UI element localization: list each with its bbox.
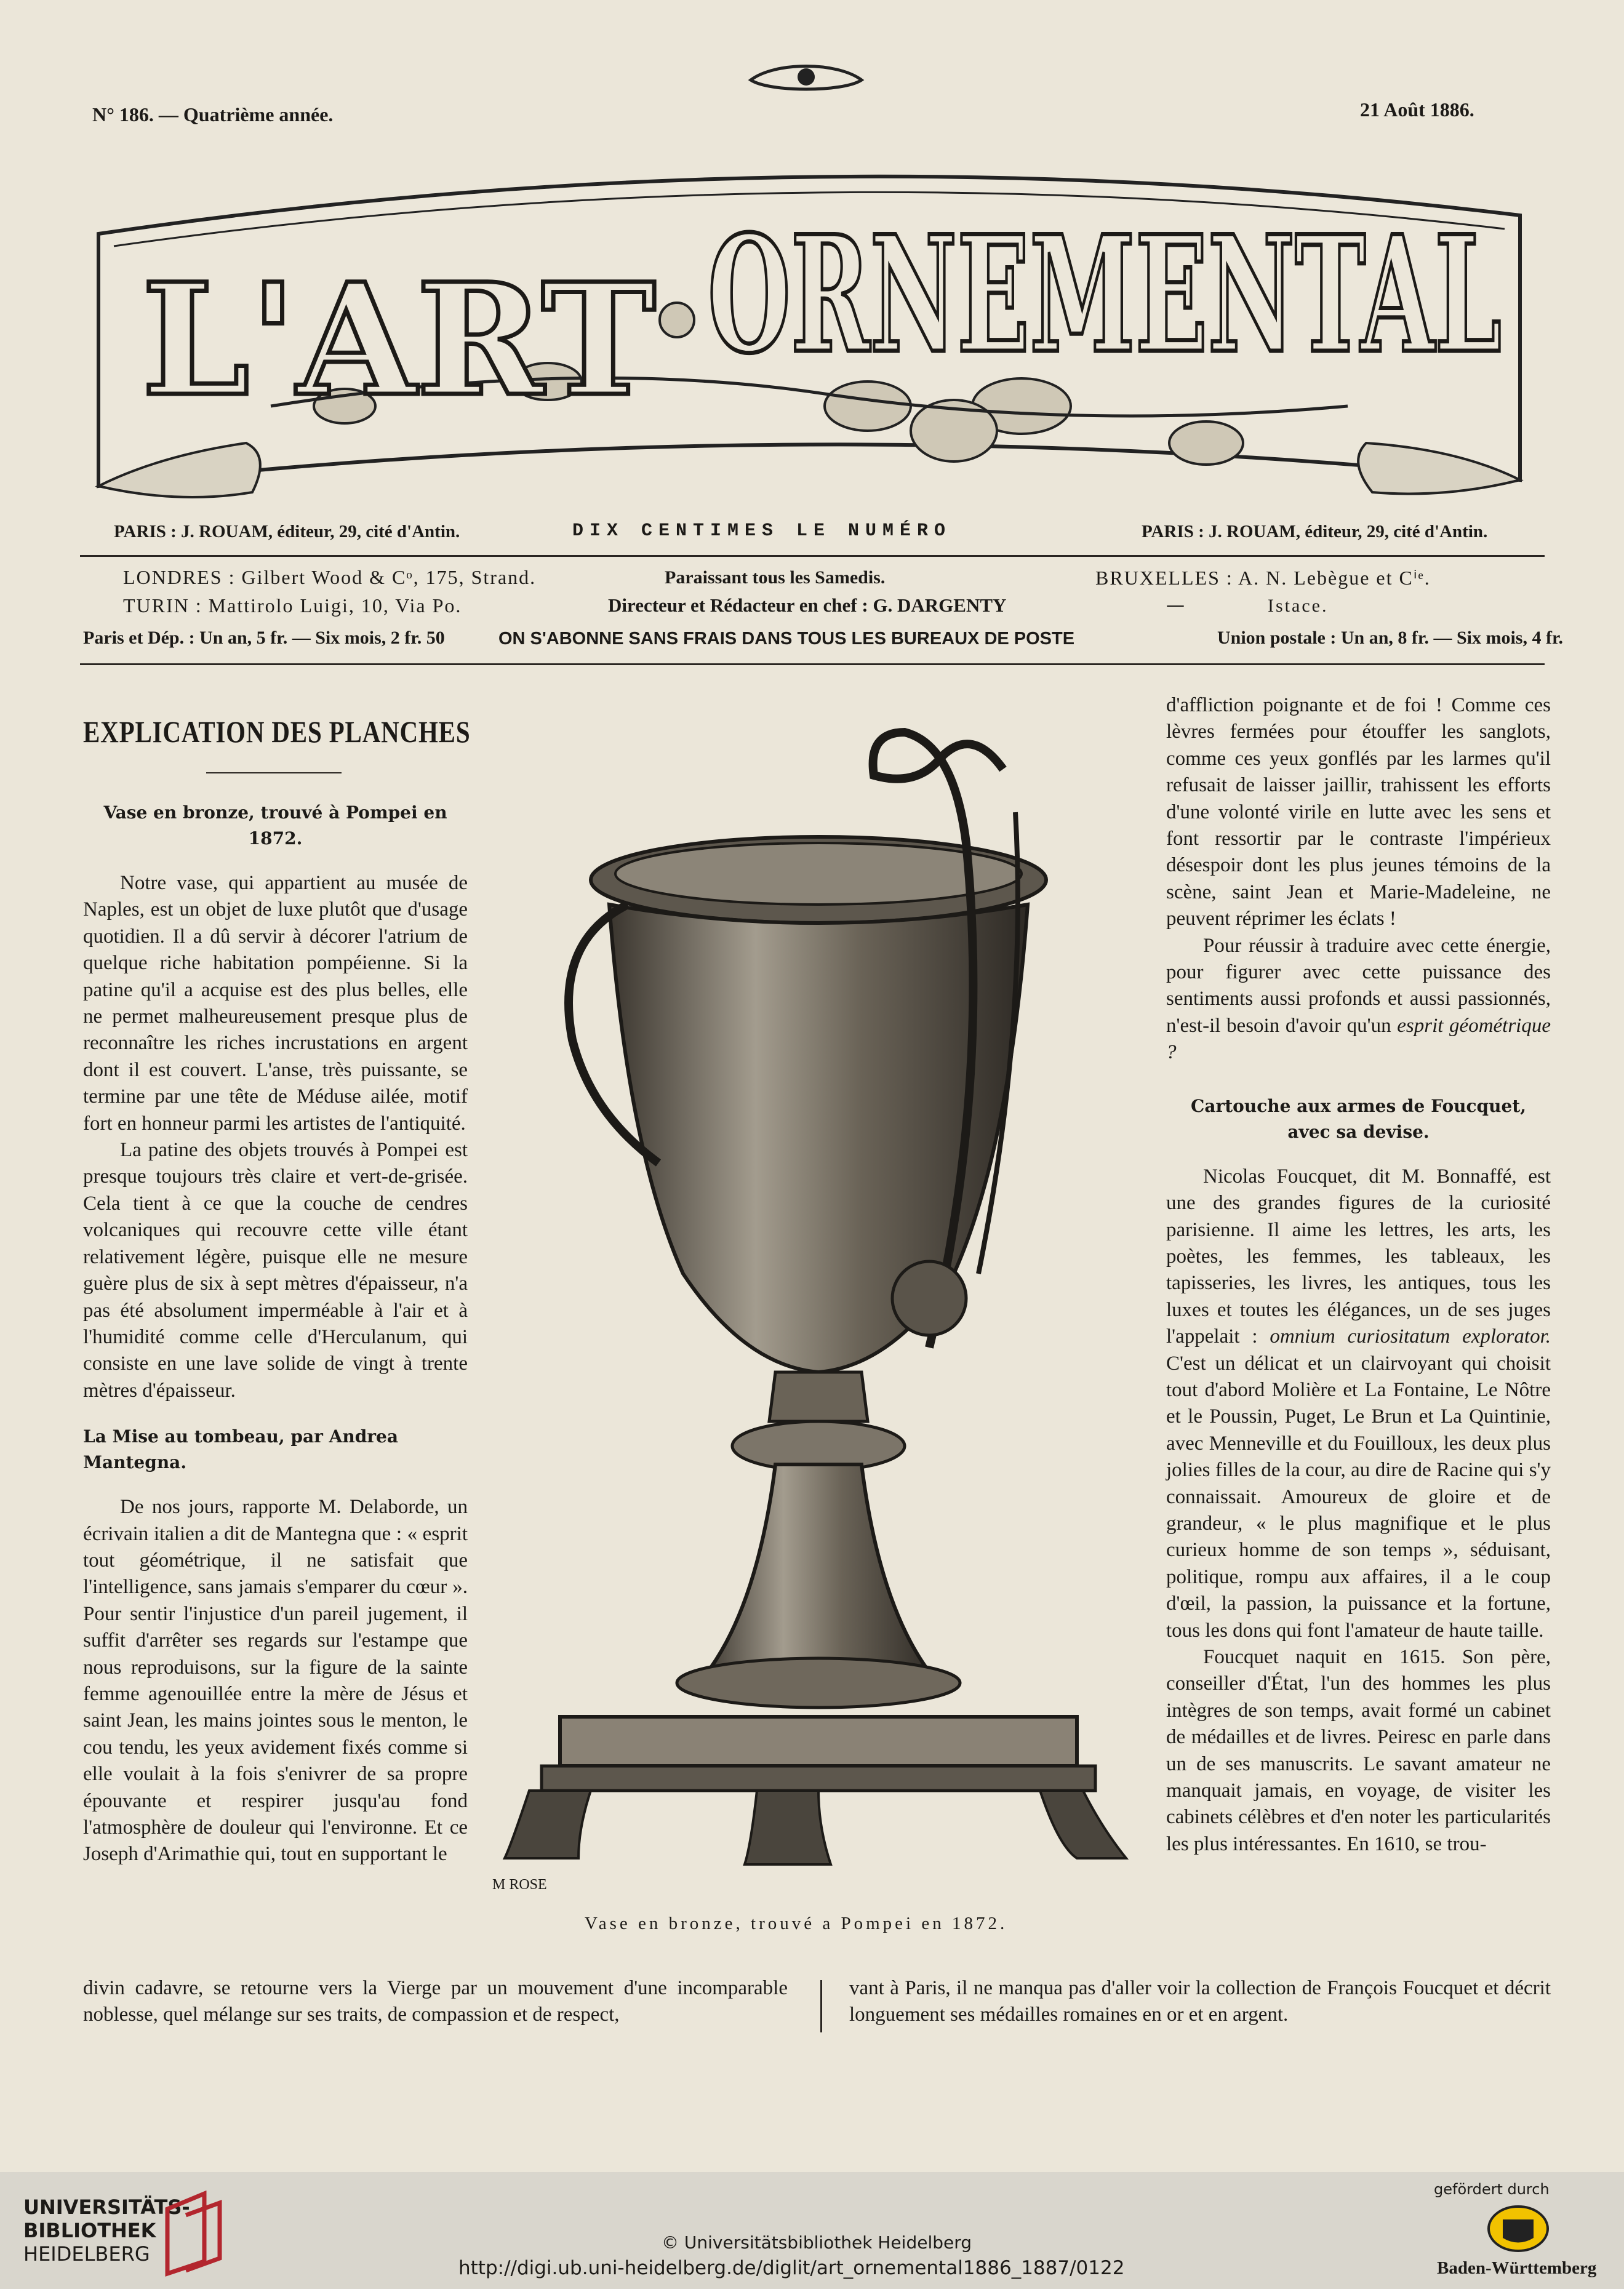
- library-footer: [0, 2172, 1624, 2289]
- source-url[interactable]: http://digi.ub.uni-heidelberg.de/diglit/art_ornemental1886_1887/0122: [458, 2257, 1125, 2279]
- price-line: DIX CENTIMES LE NUMÉRO: [572, 521, 952, 541]
- paragraph-vase-1: Notre vase, qui appartient au musée de Naples, est un objet de luxe plutôt que d'usage quotidien. Il a dû servir à décorer l'atrium de quelque riche habitation pompéienne. Si la patine qu'il a acquise est des plus belles, elle ne permet malheureusement presque plus de reconnaître les riches incrustations en argent dont il est couvert. L'anse, très puissante, se termine par une tête de Méduse ailée, motif fort en honneur parmi les artistes de l'antiquité.: [83, 872, 468, 1135]
- subscription-left: Paris et Dép. : Un an, 5 fr. — Six mois, 2 fr. 50: [83, 628, 445, 648]
- rule-bottom: [80, 663, 1545, 665]
- subheading-vase: Vase en bronze, trouvé à Pompei en 1872.: [103, 802, 447, 849]
- subheading-mantegna: La Mise au tombeau, par Andrea Mantegna.: [83, 1426, 398, 1473]
- bottom-right-paragraph: vant à Paris, il ne manqua pas d'aller voir la collection de François Foucquet et décrit longuement ses médailles romaines en or et en argent.: [849, 1977, 1551, 2026]
- state-name: Baden-Württemberg: [1437, 2258, 1597, 2278]
- turin-agent: TURIN : Mattirolo Luigi, 10, Via Po.: [123, 594, 462, 617]
- issue-number: N° 186. — Quatrième année.: [92, 103, 334, 126]
- editor-line: Directeur et Rédacteur en chef : G. DARGENTY: [608, 594, 1007, 616]
- vase-engraving: [486, 720, 1151, 1926]
- library-line-3: HEIDELBERG: [23, 2242, 150, 2266]
- title-underline: [206, 772, 342, 773]
- paris-right: PARIS : J. ROUAM, éditeur, 29, cité d'Antin.: [1142, 522, 1488, 541]
- bottom-divider: [820, 1980, 822, 2032]
- masthead-title-right: ORNEMENTAL: [708, 201, 1502, 389]
- bottom-right-text: [849, 1975, 1551, 2029]
- paragraph-foucquet-2: Foucquet naquit en 1615. Son père, conseiller d'État, l'un des hommes les plus intègres de son temps, avait formé un cabinet de médailles et de livres. Peiresc en parle dans un de ses manuscrits. Le savant amateur ne manquait jamais, en voyage, de visiter les cabinets célèbres et d'en noter les particularités les plus intéressantes. En 1610, se trou-: [1166, 1646, 1551, 1855]
- state-emblem-icon: [1484, 2204, 1552, 2253]
- funded-by-label: gefördert durch: [1434, 2181, 1550, 2198]
- reussir-italic: esprit géométrique ?: [1166, 1014, 1551, 1064]
- subscription-right: Union postale : Un an, 8 fr. — Six mois, 4 fr.: [1217, 628, 1564, 648]
- brussels-agent: BRUXELLES : A. N. Lebègue et Cⁱᵉ.: [1095, 567, 1431, 589]
- reussir-text: Pour réussir à traduire avec cette énergie, pour figurer avec cette puissance des sentiments aussi profonds et aussi passionnés, n'est-il besoin d'avoir qu'un: [1166, 934, 1551, 1037]
- masthead-title-left: L'ART: [142, 249, 656, 430]
- istace-agent: Istace.: [1268, 596, 1329, 616]
- weekly-note: Paraissant tous les Samedis.: [665, 567, 886, 588]
- bottom-left-text: [83, 1975, 788, 2029]
- foucquet-italic: omnium curiositatum explorator.: [1270, 1325, 1551, 1348]
- bottom-left-paragraph: divin cadavre, se retourne vers la Vierge par un mouvement d'une incomparable noblesse, quel mélange sur ses traits, de compassion et de respect,: [83, 1977, 788, 2026]
- subheading-devise: avec sa devise.: [1287, 1121, 1430, 1142]
- left-column: [83, 800, 468, 1868]
- engraver-signature: M ROSE: [492, 1877, 547, 1893]
- london-agent: LONDRES : Gilbert Wood & Cᵒ, 175, Strand.: [123, 566, 537, 588]
- copyright-notice: © Universitätsbibliothek Heidelberg: [662, 2232, 972, 2253]
- foucquet-text-a: Nicolas Foucquet, dit M. Bonnaffé, est une des grandes figures de la curiosité parisienne. Il aime les lettres, les arts, les poètes, les femmes, les tableaux, les tapisseries, les livres, les antiques, tous les luxes et toutes les élégances, un de ses juges l'appelait :: [1166, 1165, 1551, 1348]
- paragraph-affliction: d'affliction poignante et de foi ! Comme ces lèvres fermées pour étouffer les sanglots, comme ces yeux gonflés par les larmes qu'il refusait de laisser jaillir, trahissent les efforts d'une volonté virile en lutte avec les sens et font ressortir par le contraste l'impérieux désespoir dont les plus jeunes témoins de la scène, saint Jean et Marie-Madeleine, ne peuvent réprimer les éclats !: [1166, 694, 1551, 930]
- library-line-1: UNIVERSITÄTS-: [23, 2195, 190, 2219]
- paragraph-reussir: [1166, 933, 1551, 1066]
- issue-date: 21 Août 1886.: [1360, 98, 1474, 121]
- paragraph-foucquet-1: [1166, 1164, 1551, 1644]
- paris-left: PARIS : J. ROUAM, éditeur, 29, cité d'Antin.: [114, 522, 460, 541]
- image-caption: Vase en bronze, trouvé a Pompei en 1872.: [585, 1914, 1008, 1933]
- library-logo-icon: [161, 2191, 229, 2277]
- masthead-banner: [86, 62, 1538, 505]
- foucquet-text-b: C'est un délicat et un clairvoyant qui choisit tout d'abord Molière et La Fontaine, Le Nôtre et le Poussin, Puget, Le Brun et La Quintinie, avec Menneville et du Fouilloux, les deux plus jolies filles de la cour, au dire de Racine qui s'y connaissait. Amoureux de gloire et de grandeur, « le plus magnifique et le plus curieux homme de son temps », séduisant, politique, rompu aux affaires, il a le coup d'œil, la passion, la puissance et la fortune, tous les dons qui font l'amateur de haute taille.: [1166, 1352, 1551, 1642]
- library-line-2: BIBLIOTHEK: [23, 2219, 156, 2242]
- right-column: [1166, 692, 1551, 1858]
- paragraph-vase-2: La patine des objets trouvés à Pompei est presque toujours très claire et vert-de-grisée. Cela tient à ce que la couche de cendres volcaniques qui recouvre cette ville étant relativement légère, puisque elle ne mesure guère plus de six à sept mètres d'épaisseur, n'a pas été absolument imperméable à l'air et à l'humidité comme celle d'Herculanum, qui consiste en une lave solide de vingt à trente mètres d'épaisseur.: [83, 1139, 468, 1402]
- subheading-foucquet: Cartouche aux armes de Foucquet,: [1191, 1095, 1526, 1116]
- dash-mark: —: [1166, 594, 1185, 616]
- paragraph-mantegna: De nos jours, rapporte M. Delaborde, un écrivain italien a dit de Mantegna que : « esprit tout géométrique, il ne satisfait que l'intelligence, sans jamais s'emparer du cœur ». Pour sentir l'injustice d'un pareil jugement, il suffit d'arrêter ses regards sur l'estampe que nous reproduisons, sur la figure de la sainte femme agenouillée entre la mère de Jésus et saint Jean, les mains jointes sous le menton, le cou tendu, les yeux avidement fixés comme si elle voulait à la fois s'enivrer de sa propre épouvante et respirer jusqu'au fond l'atmosphère de douleur qui l'environne. Et ce Joseph d'Arimathie qui, tout en supportant le: [83, 1496, 468, 1866]
- subscription-center: ON S'ABONNE SANS FRAIS DANS TOUS LES BUREAUX DE POSTE: [498, 629, 1075, 649]
- rule-top: [80, 555, 1545, 557]
- article-title: EXPLICATION DES PLANCHES: [83, 714, 471, 749]
